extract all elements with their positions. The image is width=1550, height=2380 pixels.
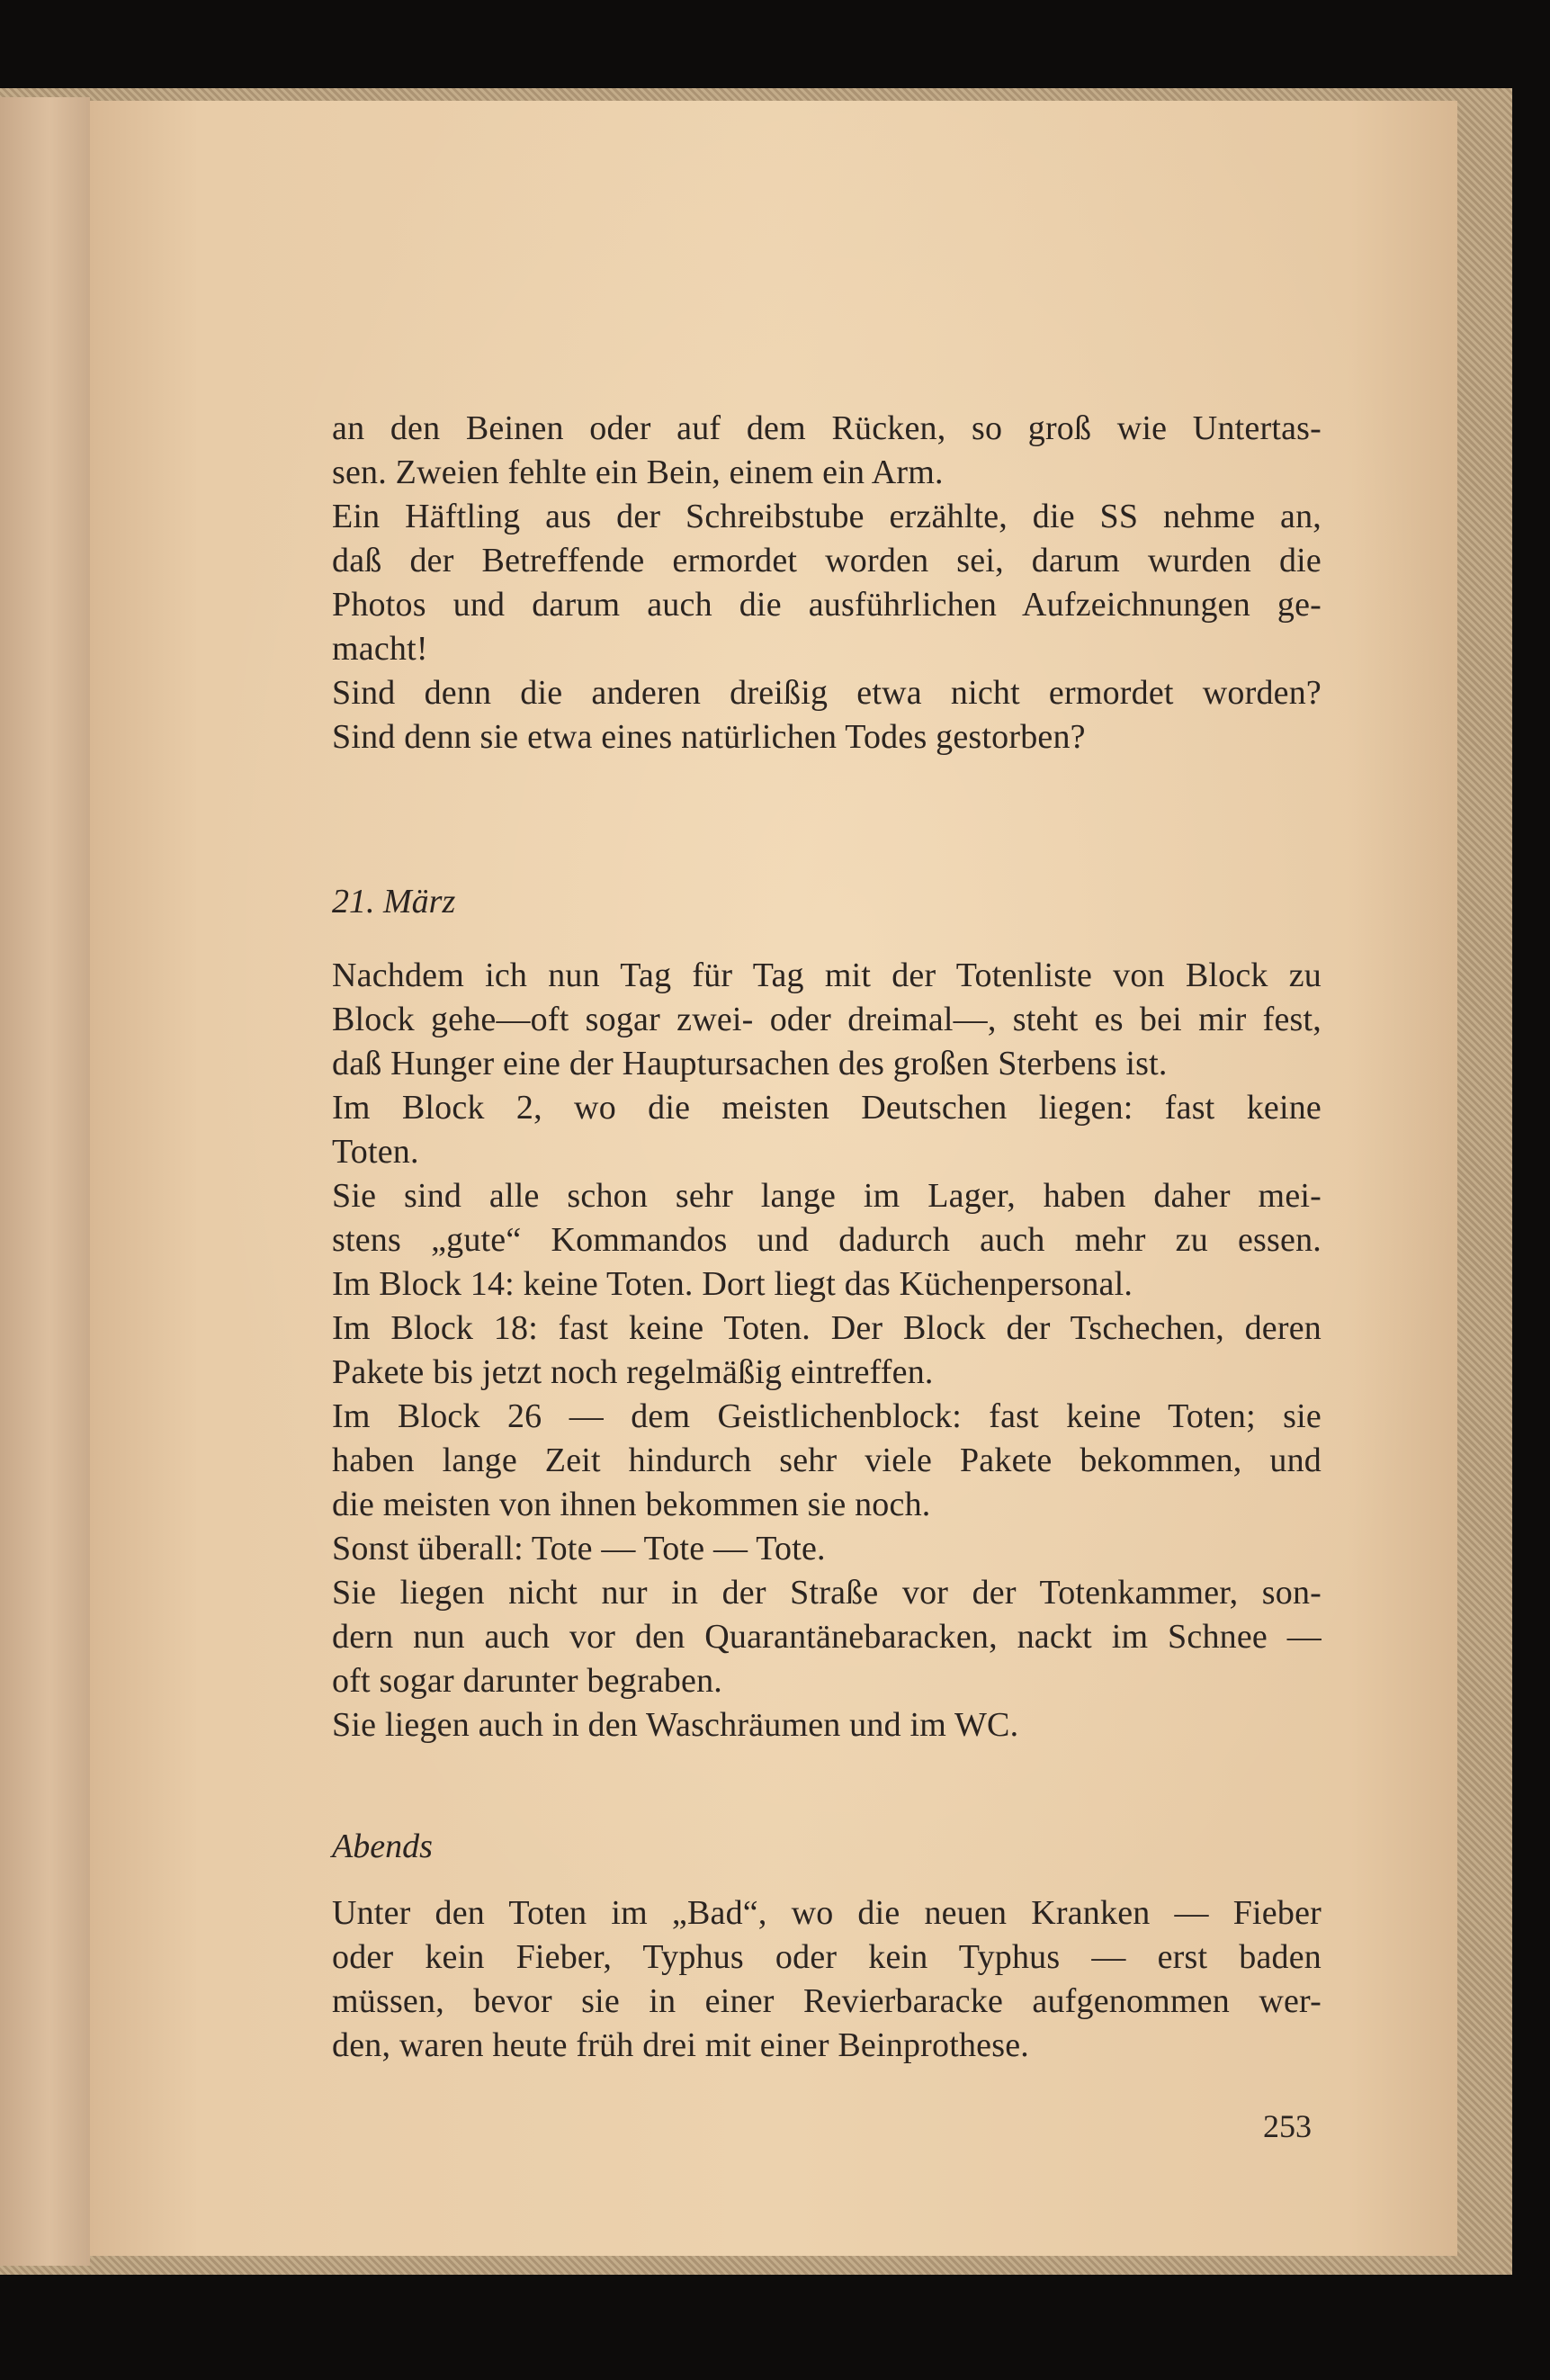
text-line: Im Block 26 — dem Geistlichenblock: fast keine Toten; sie <box>332 1397 1322 1435</box>
paragraph-3 <box>332 1891 1322 2068</box>
text-line: Im Block 18: fast keine Toten. Der Block der Tschechen, deren <box>332 1309 1322 1347</box>
text-line: Photos und darum auch die ausführlichen Aufzeichnungen ge- <box>332 586 1322 624</box>
text-line: den, waren heute früh drei mit einer Beinprothese. <box>332 2026 1029 2064</box>
text-line: Pakete bis jetzt noch regelmäßig eintreffen. <box>332 1353 934 1391</box>
paragraph-2 <box>332 954 1322 1747</box>
text-line: oft sogar darunter begraben. <box>332 1662 722 1700</box>
text-line: Toten. <box>332 1133 419 1171</box>
text-line: Sie sind alle schon sehr lange im Lager, haben daher mei- <box>332 1177 1322 1215</box>
text-line: Block gehe—oft sogar zwei- oder dreimal—, steht es bei mir fest, <box>332 1001 1322 1038</box>
text-line: Sind denn die anderen dreißig etwa nicht ermordet worden? <box>332 674 1322 712</box>
text-line: oder kein Fieber, Typhus oder kein Typhus — erst baden <box>332 1938 1322 1976</box>
text-line: Sie liegen auch in den Waschräumen und im WC. <box>332 1706 1019 1744</box>
text-line: daß Hunger eine der Hauptursachen des großen Sterbens ist. <box>332 1045 1168 1082</box>
text-line: Im Block 14: keine Toten. Dort liegt das Küchenpersonal. <box>332 1265 1133 1303</box>
text-line: macht! <box>332 630 428 668</box>
book-page <box>90 101 1457 2256</box>
text-line: Ein Häftling aus der Schreibstube erzählte, die SS nehme an, <box>332 498 1322 535</box>
text-line: Sie liegen nicht nur in der Straße vor der Totenkammer, son- <box>332 1574 1322 1612</box>
text-line: Unter den Toten im „Bad“, wo die neuen Kranken — Fieber <box>332 1894 1322 1932</box>
text-line: Im Block 2, wo die meisten Deutschen liegen: fast keine <box>332 1089 1322 1127</box>
text-line: sen. Zweien fehlte ein Bein, einem ein Arm. <box>332 454 944 491</box>
text-line: Sonst überall: Tote — Tote — Tote. <box>332 1530 826 1567</box>
text-line: Sind denn sie etwa eines natürlichen Todes gestorben? <box>332 718 1086 756</box>
section-heading-date: 21. März <box>332 883 456 921</box>
paragraph-1 <box>332 407 1322 759</box>
text-line: an den Beinen oder auf dem Rücken, so groß wie Untertas- <box>332 409 1322 447</box>
left-page-edge <box>0 97 90 2266</box>
text-line: daß der Betreffende ermordet worden sei, darum wurden die <box>332 542 1322 579</box>
text-line: Nachdem ich nun Tag für Tag mit der Totenliste von Block zu <box>332 956 1322 994</box>
text-line: stens „gute“ Kommandos und dadurch auch mehr zu essen. <box>332 1221 1322 1259</box>
text-line: die meisten von ihnen bekommen sie noch. <box>332 1486 931 1523</box>
page-number: 253 <box>1263 2108 1312 2144</box>
text-line: müssen, bevor sie in einer Revierbaracke aufgenommen wer- <box>332 1982 1322 2020</box>
section-heading-evening: Abends <box>332 1828 433 1865</box>
text-line: dern nun auch vor den Quarantänebaracken, nackt im Schnee — <box>332 1618 1322 1656</box>
text-line: haben lange Zeit hindurch sehr viele Pakete bekommen, und <box>332 1441 1322 1479</box>
